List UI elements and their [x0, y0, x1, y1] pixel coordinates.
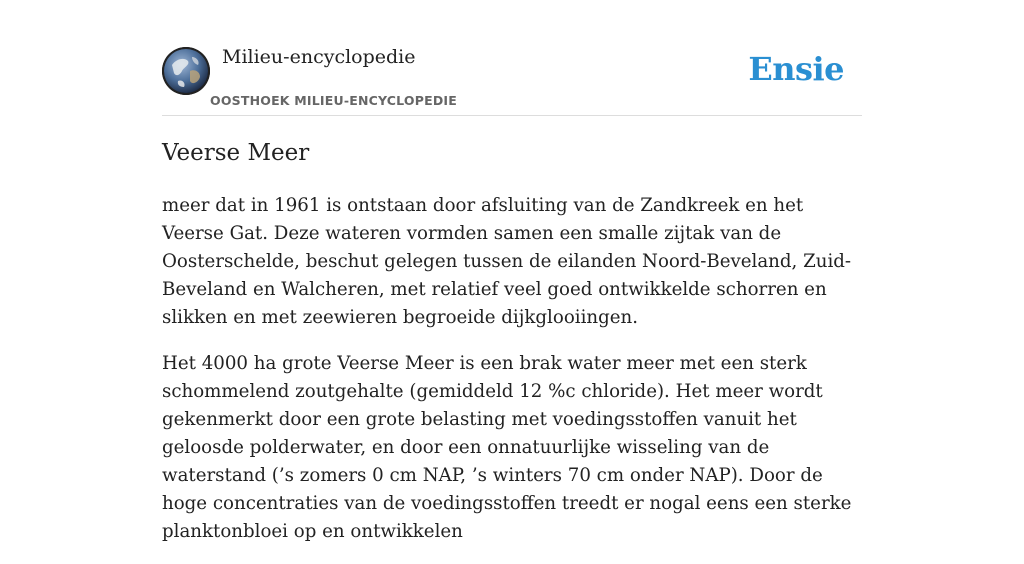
page — [162, 0, 862, 542]
article-title: Veerse Meer — [162, 140, 310, 166]
article-paragraph: meer dat in 1961 is ontstaan door afsluiting van de Zandkreek en het Veerse Gat. Deze wateren vormden samen een smalle zijtak van de Oosterschelde, beschut gelegen tussen de eilanden Noord-Beveland, Zuid-Beveland en Walcheren, met relatief veel goed ontwikkelde schorren en slikken en met zeewieren begroeide dijkglooiingen. — [162, 195, 852, 328]
site-name[interactable]: Milieu-encyclopedie — [222, 46, 416, 68]
brand-logo-link[interactable]: Ensie — [748, 50, 844, 88]
site-subtitle[interactable]: OOSTHOEK MILIEU-ENCYCLOPEDIE — [210, 93, 457, 108]
article-paragraph: Het 4000 ha grote Veerse Meer is een brak water meer met een sterk schommelend zoutgehalte (gemiddeld 12 %c chloride). Het meer wordt gekenmerkt door een grote belasting met voedingsstoffen vanuit het geloosde polderwater, en door een onnatuurlijke wisseling van de waterstand (’s zomers 0 cm NAP, ’s winters 70 cm onder NAP). Door de hoge concentraties van de voedingsstoffen treedt er nogal eens een sterke planktonbloei op en ontwikkelen — [162, 353, 852, 542]
earth-globe-icon[interactable] — [162, 47, 210, 95]
article-body — [162, 192, 862, 564]
site-header — [162, 0, 862, 116]
